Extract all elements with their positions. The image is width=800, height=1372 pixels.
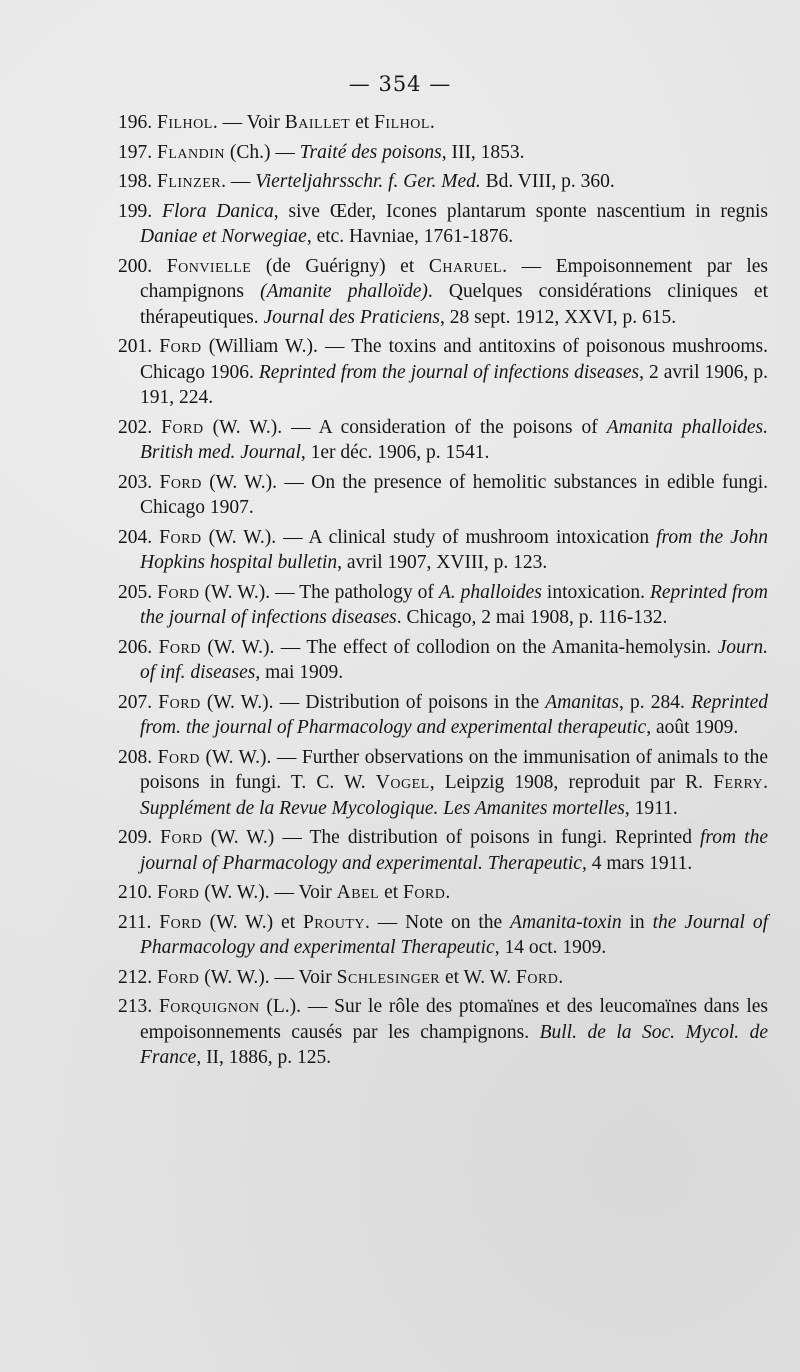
entry-text: (W. W.). — Distribution of poisons in the <box>200 691 546 713</box>
entry-number: 198. <box>118 171 157 192</box>
bibliography-entry-197 <box>118 140 768 166</box>
entry-text: , mai 1909. <box>255 662 344 683</box>
author-name: Ferry <box>713 772 764 793</box>
bibliography-entry-202 <box>118 415 768 466</box>
author-name: Fonvielle <box>166 255 252 277</box>
bibliography-entry-198 <box>118 169 768 195</box>
bibliography-entry-208 <box>118 745 768 822</box>
author-name: Ford <box>157 746 200 768</box>
entry-text: , p. 284. <box>618 691 692 713</box>
entry-number: 201. <box>118 336 160 357</box>
work-title: Daniae et Norwegiae <box>140 226 307 247</box>
bibliography-entry-213 <box>118 994 768 1071</box>
author-name: Ford <box>159 336 202 357</box>
bibliography-entry-196 <box>118 110 768 136</box>
bibliography-entry-203 <box>118 470 768 521</box>
entry-text: (W. W.). — The pathology of <box>199 581 439 603</box>
entry-text: , avril 1907, XVIII, p. 123. <box>337 552 548 573</box>
entry-text: , 2 avril 1906, p. 191, 224. <box>140 361 769 408</box>
entry-text: Bd. VIII, p. 360. <box>480 171 615 192</box>
work-title: Amanita-toxin <box>510 911 622 933</box>
work-title: Supplément de la Revue Mycologique. Les Amanites mortelles <box>140 797 625 819</box>
entry-text: . <box>445 882 451 903</box>
entry-text: et <box>350 112 375 133</box>
work-title: Reprinted from. the journal of Pharmacology and experimental therapeutic <box>140 691 769 738</box>
work-title: Amanita phalloides. British med. Journal <box>140 416 768 463</box>
entry-text: , 4 mars 1911. <box>581 852 693 874</box>
entry-number: 210. <box>118 882 157 903</box>
author-name: Filhol <box>374 112 430 133</box>
bibliography-list <box>118 110 768 1075</box>
work-title: the Journal of Pharmacology and experimental Therapeutic <box>140 911 769 958</box>
entry-text: in <box>621 911 653 933</box>
work-title: (Amanite phalloïde) <box>260 281 428 302</box>
bibliography-entry-206 <box>118 635 768 686</box>
author-name: Ford <box>161 416 204 438</box>
author-name: Ford <box>515 966 559 988</box>
entry-text: , sive Œder, Icones plantarum sponte nascentium in regnis <box>273 200 769 222</box>
entry-number: 206. <box>118 636 159 658</box>
author-name: Ford <box>160 827 203 848</box>
work-title: Journal des Praticiens <box>263 306 441 328</box>
entry-number: 200. <box>118 255 167 277</box>
entry-text: (W. W.) — The distribution of poisons in fungi. Reprinted <box>202 827 700 848</box>
bibliography-entry-204 <box>118 525 768 576</box>
author-name: Ford <box>157 581 200 603</box>
work-title: Bull. de la Soc. Mycol. de France <box>140 1021 768 1068</box>
entry-text: . <box>558 966 564 988</box>
entry-number: 212. <box>118 966 157 988</box>
author-name: Forquignon <box>158 996 260 1017</box>
author-name: Schlesinger <box>336 966 441 988</box>
entry-text: (de Guérigny) et <box>251 255 429 277</box>
page-number: — 354 — <box>348 72 452 96</box>
entry-number: 203. <box>118 471 160 493</box>
entry-text: (Ch.) — <box>225 141 300 163</box>
work-title: Reprinted from the journal of infections diseases <box>258 361 640 383</box>
entry-text: et <box>379 882 404 903</box>
entry-number: 204. <box>118 526 160 548</box>
entry-number: 202. <box>118 416 162 438</box>
entry-text: . <box>763 772 768 793</box>
author-name: Ford <box>158 636 201 658</box>
author-name: Abel <box>336 882 380 903</box>
author-name: Ford <box>403 882 446 903</box>
author-name: Filhol <box>157 112 213 133</box>
entry-text: . — Empoisonnement par les champignons <box>140 255 769 302</box>
author-name: Charuel <box>428 255 503 277</box>
entry-text: (W. W.). — A consideration of the poisons of <box>203 416 607 438</box>
entry-text: , II, 1886, p. 125. <box>196 1047 332 1068</box>
author-name: Flandin <box>157 141 226 163</box>
entry-text: intoxication. <box>541 581 650 603</box>
work-title: Flora Danica <box>162 200 274 222</box>
author-name: Ford <box>157 966 200 988</box>
entry-text: (W. W.). — Voir <box>199 966 337 988</box>
author-name: Ford <box>157 882 200 903</box>
work-title: Reprinted from the journal of infections diseases <box>140 581 768 628</box>
entry-number: 199. <box>118 200 163 222</box>
work-title: Amanitas <box>545 691 619 713</box>
entry-text: (L.). — Sur le rôle des ptomaïnes et des leucomaïnes dans les empoisonnements causés par les champignons. <box>140 996 768 1043</box>
bibliography-entry-199 <box>118 199 768 250</box>
bibliography-entry-209 <box>118 825 768 876</box>
work-title: Vierteljahrsschr. f. Ger. Med. <box>255 171 481 192</box>
bibliography-entry-210 <box>118 880 768 906</box>
entry-text: (W. W.). — Voir <box>199 882 337 903</box>
bibliography-entry-212 <box>118 965 768 991</box>
bibliography-entry-201 <box>118 334 768 411</box>
entry-text: . — <box>221 171 256 192</box>
entry-text: (W. W.). — Further observations on the immunisation of animals to the poisons in fungi. T. C. W. <box>140 746 769 793</box>
entry-text: , III, 1853. <box>441 141 525 163</box>
entry-number: 208. <box>118 746 158 768</box>
entry-text: (William W.). — The toxins and antitoxins of poisonous mushrooms. Chicago 1906. <box>140 336 769 383</box>
entry-text: . Quelques considérations cliniques et thérapeutiques. <box>140 281 769 328</box>
entry-text: , 1er déc. 1906, p. 1541. <box>300 442 490 463</box>
author-name: Flinzer <box>157 171 222 192</box>
author-name: Prouty <box>302 911 366 933</box>
work-title: A. phalloides <box>438 581 542 603</box>
entry-text: , 1911. <box>624 797 678 819</box>
entry-text: . <box>429 112 435 133</box>
entry-number: 211. <box>118 911 160 933</box>
bibliography-entry-207 <box>118 690 768 741</box>
author-name: Ford <box>158 691 201 713</box>
entry-number: 197. <box>118 141 157 163</box>
entry-number: 209. <box>118 827 161 848</box>
work-title: from the John Hopkins hospital bulletin <box>140 526 769 573</box>
entry-text: (W. W.) et <box>201 911 303 933</box>
entry-number: 205. <box>118 581 158 603</box>
work-title: Traité des poisons <box>299 141 442 163</box>
entry-number: 207. <box>118 691 159 713</box>
entry-text: (W. W.). — A clinical study of mushroom intoxication <box>201 526 657 548</box>
entry-text: , 28 sept. 1912, XXVI, p. 615. <box>440 306 677 328</box>
author-name: Ford <box>159 471 202 493</box>
work-title: Journ. of inf. diseases <box>140 636 768 683</box>
author-name: Ford <box>159 911 202 933</box>
entry-text: , août 1909. <box>646 717 739 738</box>
entry-text: (W. W.). — On the presence of hemolitic substances in edible fungi. Chicago 1907. <box>140 471 768 518</box>
bibliography-entry-211 <box>118 910 768 961</box>
entry-text: . Chicago, 2 mai 1908, p. 116-132. <box>396 607 668 628</box>
entry-number: 213. <box>118 996 159 1017</box>
author-name: Baillet <box>284 112 351 133</box>
author-name: Vogel <box>375 772 430 793</box>
entry-number: 196. <box>118 112 157 133</box>
entry-text: . — Voir <box>212 112 285 133</box>
entry-text: , Leipzig 1908, reproduit par R. <box>429 772 714 793</box>
entry-text: et W. W. <box>440 966 516 988</box>
work-title: from the journal of Pharmacology and experimental. Therapeutic <box>140 827 768 874</box>
entry-text: (W. W.). — The effect of collodion on the Amanita-hemolysin. <box>200 636 718 658</box>
entry-text: , etc. Havniae, 1761-1876. <box>306 226 514 247</box>
bibliography-entry-200 <box>118 254 768 331</box>
author-name: Ford <box>159 526 202 548</box>
entry-text: , 14 oct. 1909. <box>494 937 607 958</box>
bibliography-entry-205 <box>118 580 768 631</box>
entry-text: . — Note on the <box>365 911 511 933</box>
